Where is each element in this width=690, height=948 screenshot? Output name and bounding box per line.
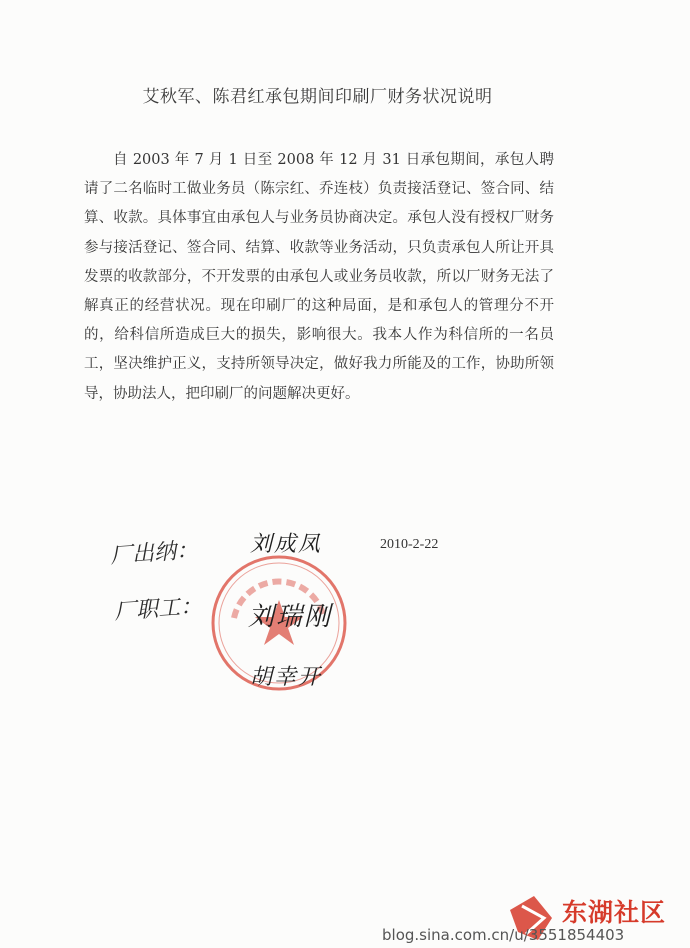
signature-staff-1: 刘瑞刚 [248,602,333,632]
watermark-url: blog.sina.com.cn/u/3551854403 [382,926,625,944]
signature-cashier: 刘成凤 [250,532,323,557]
signature-label-staff: 厂职工： [113,593,203,626]
signature-staff-2: 胡幸开 [250,665,323,690]
document-body: 自 2003 年 7 月 1 日至 2008 年 12 月 31 日承包期间，承包人聘请了二名临时工做业务员（陈宗红、乔连枝）负责接活登记、签合同、结算、收款。具体事宜由承包人与业务员协商决定。承包人没有授权厂财务参与接活登记、签合同、结算、收款等业务活动，只负责承包人所让开具发票的收款部分，不开发票的由承包人或业务员收款，所以厂财务无法了解真正的经营状况。现在印刷厂的这种局面，是和承包人的管理分不开的，给科信所造成巨大的损失，影响很大。我本人作为科信所的一名员工，坚决维护正义，支持所领导决定，做好我力所能及的工作，协助所领导，协助法人，把印刷厂的问题解决更好。 [84,152,554,402]
document-date: 2010-2-22 [380,537,439,552]
document-title: 艾秋军、陈君红承包期间印刷厂财务状况说明 [142,87,493,107]
signature-label-cashier: 厂出纳： [109,537,199,570]
watermark-logo-text: 东湖社区 [562,898,667,927]
